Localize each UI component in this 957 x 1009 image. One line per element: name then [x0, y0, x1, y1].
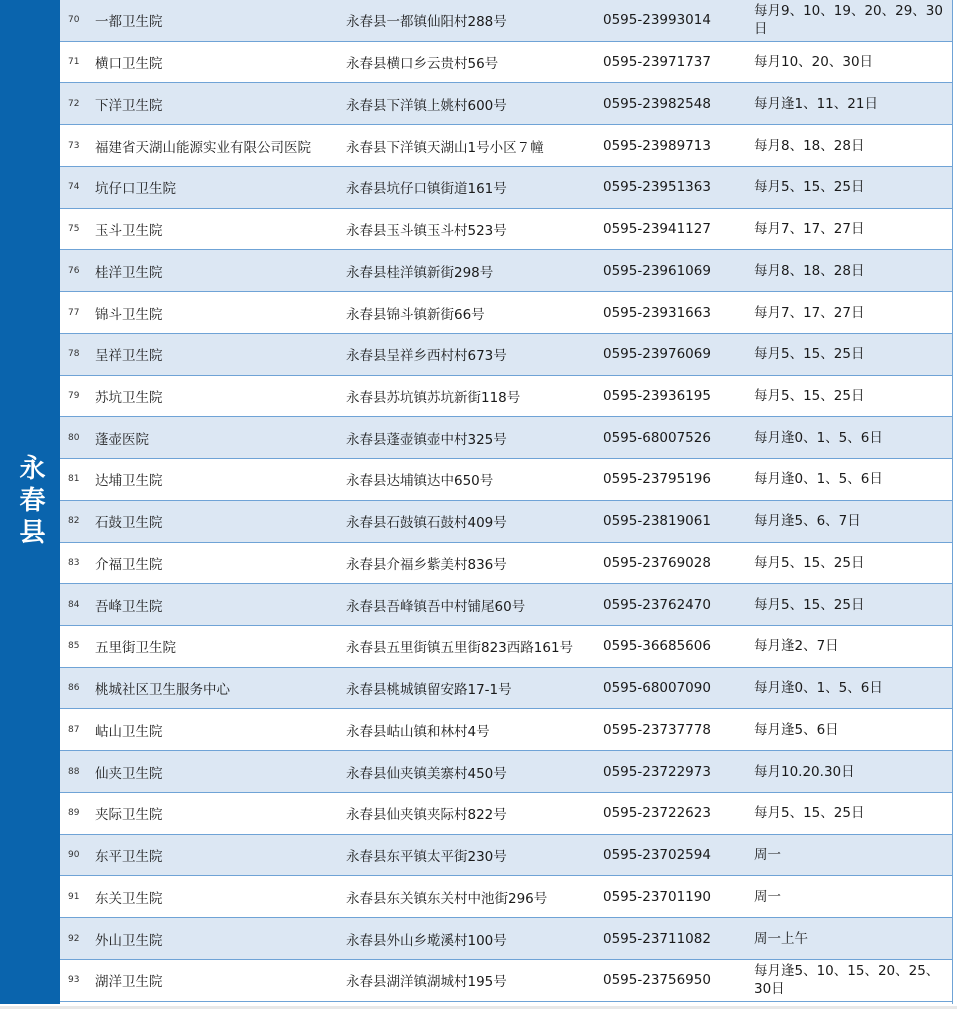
hospital-address: 永春县下洋镇天湖山1号小区７幢	[346, 139, 544, 156]
hospital-address: 永春县五里街镇五里街823西路161号	[346, 640, 574, 657]
hospital-phone: 0595-23711082	[603, 930, 711, 947]
table-row	[60, 250, 952, 292]
hospital-phone: 0595-23819061	[603, 513, 711, 530]
service-days: 每月5、15、25日	[754, 387, 865, 404]
row-number: 86	[68, 683, 80, 694]
hospital-name: 下洋卫生院	[95, 97, 163, 114]
service-days: 每月5、15、25日	[754, 346, 865, 363]
row-number: 90	[68, 850, 80, 861]
service-days: 周一	[754, 888, 781, 905]
table-row	[60, 584, 952, 626]
table-row	[60, 668, 952, 710]
hospital-name: 达埔卫生院	[95, 473, 163, 490]
table-row	[60, 876, 952, 918]
hospital-name: 介福卫生院	[95, 556, 163, 573]
hospital-address: 永春县蓬壶镇壶中村325号	[346, 431, 507, 448]
service-days: 每月10、20、30日	[754, 54, 874, 71]
table-row	[60, 918, 952, 960]
hospital-address: 永春县达埔镇达中650号	[346, 473, 494, 490]
table-row	[60, 167, 952, 209]
row-number: 78	[68, 349, 80, 360]
row-number: 77	[68, 307, 80, 318]
hospital-address: 永春县锦斗镇新街66号	[346, 306, 485, 323]
hospital-address: 永春县介福乡紫美村836号	[346, 556, 507, 573]
service-days: 周一	[754, 847, 781, 864]
hospital-phone: 0595-23762470	[603, 596, 711, 613]
hospital-name: 仙夹卫生院	[95, 765, 163, 782]
table-row	[60, 459, 952, 501]
service-days: 每月5、15、25日	[754, 805, 865, 822]
county-label: 永春县	[15, 454, 45, 550]
service-days: 每月8、18、28日	[754, 137, 865, 154]
hospital-address: 永春县东平镇太平街230号	[346, 849, 507, 866]
hospital-address: 永春县东关镇东关村中池街296号	[346, 890, 548, 907]
service-days: 每月逢0、1、5、6日	[754, 471, 883, 488]
hospital-phone: 0595-23722973	[603, 763, 711, 780]
hospital-name: 夹际卫生院	[95, 807, 163, 824]
service-days: 每月逢0、1、5、6日	[754, 680, 883, 697]
hospital-name: 福建省天湖山能源实业有限公司医院	[95, 139, 311, 156]
service-days: 每月7、17、27日	[754, 221, 865, 238]
hospital-address: 永春县玉斗镇玉斗村523号	[346, 223, 507, 240]
hospital-name: 横口卫生院	[95, 56, 163, 73]
row-number: 71	[68, 57, 80, 68]
row-number: 88	[68, 766, 80, 777]
row-number: 70	[68, 15, 80, 26]
row-number: 79	[68, 390, 80, 401]
hospital-address: 永春县湖洋镇湖城村195号	[346, 974, 507, 991]
table-row	[60, 835, 952, 877]
row-number: 72	[68, 98, 80, 109]
hospital-address: 永春县石鼓镇石鼓村409号	[346, 515, 507, 532]
service-days: 每月5、15、25日	[754, 554, 865, 571]
table-row	[60, 501, 952, 543]
row-number: 87	[68, 724, 80, 735]
hospital-address: 永春县横口乡云贵村56号	[346, 56, 499, 73]
hospital-address: 永春县下洋镇上姚村600号	[346, 97, 507, 114]
hospital-phone: 0595-36685606	[603, 638, 711, 655]
hospital-phone: 0595-23936195	[603, 387, 711, 404]
hospital-phone: 0595-23769028	[603, 554, 711, 571]
hospital-address: 永春县呈祥乡西村村673号	[346, 348, 507, 365]
service-days: 每月逢2、7日	[754, 638, 839, 655]
hospital-address: 永春县苏坑镇苏坑新街118号	[346, 389, 521, 406]
table-row	[60, 125, 952, 167]
service-days: 每月7、17、27日	[754, 304, 865, 321]
hospital-name: 坑仔口卫生院	[95, 181, 176, 198]
service-days: 每月5、15、25日	[754, 179, 865, 196]
hospital-name: 东关卫生院	[95, 890, 163, 907]
table-row	[60, 960, 952, 1002]
table-row	[60, 543, 952, 585]
row-number: 89	[68, 808, 80, 819]
table-row	[60, 417, 952, 459]
hospital-phone: 0595-23941127	[603, 221, 711, 238]
hospital-name: 桃城社区卫生服务中心	[95, 682, 230, 699]
hospital-phone: 0595-68007090	[603, 680, 711, 697]
service-days: 每月逢5、10、15、20、25、30日	[754, 963, 940, 998]
hospital-name: 东平卫生院	[95, 849, 163, 866]
table-row	[60, 626, 952, 668]
hospital-address: 永春县桃城镇留安路17-1号	[346, 682, 512, 699]
hospital-address: 永春县坑仔口镇街道161号	[346, 181, 507, 198]
hospital-phone: 0595-23989713	[603, 137, 711, 154]
row-number: 80	[68, 432, 80, 443]
row-number: 93	[68, 975, 80, 986]
row-number: 82	[68, 516, 80, 527]
hospital-phone: 0595-23737778	[603, 721, 711, 738]
hospital-name: 桂洋卫生院	[95, 264, 163, 281]
hospital-name: 外山卫生院	[95, 932, 163, 949]
hospital-address: 永春县吾峰镇吾中村铺尾60号	[346, 598, 526, 615]
row-number: 85	[68, 641, 80, 652]
hospital-phone: 0595-23795196	[603, 471, 711, 488]
table-row	[60, 376, 952, 418]
table-row	[60, 709, 952, 751]
hospital-name: 吾峰卫生院	[95, 598, 163, 615]
hospital-name: 蓬壶医院	[95, 431, 149, 448]
hospital-address: 永春县桂洋镇新街298号	[346, 264, 494, 281]
hospital-name: 一都卫生院	[95, 14, 163, 31]
table-row	[60, 42, 952, 84]
row-number: 84	[68, 599, 80, 610]
service-days: 每月逢0、1、5、6日	[754, 429, 883, 446]
hospital-phone: 0595-23976069	[603, 346, 711, 363]
table-row	[60, 751, 952, 793]
hospital-address: 永春县仙夹镇夹际村822号	[346, 807, 507, 824]
hospital-phone: 0595-23701190	[603, 888, 711, 905]
hospital-address: 永春县仙夹镇美寨村450号	[346, 765, 507, 782]
table-row	[60, 0, 952, 42]
hospital-phone: 0595-23722623	[603, 805, 711, 822]
hospital-phone: 0595-23993014	[603, 12, 711, 29]
table-row	[60, 292, 952, 334]
county-column	[0, 0, 60, 1004]
row-number: 92	[68, 933, 80, 944]
hospital-name: 玉斗卫生院	[95, 223, 163, 240]
service-days: 每月逢1、11、21日	[754, 95, 878, 112]
service-days: 每月9、10、19、20、29、30日	[754, 3, 943, 38]
hospital-phone: 0595-23971737	[603, 54, 711, 71]
hospital-phone: 0595-23756950	[603, 972, 711, 989]
table-row	[60, 209, 952, 251]
hospital-name: 湖洋卫生院	[95, 974, 163, 991]
hospital-name: 呈祥卫生院	[95, 348, 163, 365]
hospital-name: 苏坑卫生院	[95, 389, 163, 406]
service-days: 每月逢5、6日	[754, 721, 839, 738]
hospital-address: 永春县外山乡墘溪村100号	[346, 932, 507, 949]
service-days: 每月5、15、25日	[754, 596, 865, 613]
row-number: 75	[68, 224, 80, 235]
hospital-name: 石鼓卫生院	[95, 515, 163, 532]
table-row	[60, 83, 952, 125]
hospital-name: 岵山卫生院	[95, 723, 163, 740]
hospital-name: 锦斗卫生院	[95, 306, 163, 323]
row-number: 76	[68, 265, 80, 276]
hospital-name: 五里街卫生院	[95, 640, 176, 657]
row-number: 91	[68, 891, 80, 902]
row-number: 74	[68, 182, 80, 193]
row-number: 73	[68, 140, 80, 151]
hospital-phone: 0595-23931663	[603, 304, 711, 321]
service-days: 每月10.20.30日	[754, 763, 855, 780]
hospital-phone: 0595-23702594	[603, 847, 711, 864]
hospital-phone: 0595-23961069	[603, 262, 711, 279]
table-row	[60, 334, 952, 376]
service-days: 周一上午	[754, 930, 808, 947]
hospital-phone: 0595-68007526	[603, 429, 711, 446]
service-days: 每月逢5、6、7日	[754, 513, 861, 530]
table-body	[60, 0, 953, 1004]
row-number: 81	[68, 474, 80, 485]
hospital-phone: 0595-23951363	[603, 179, 711, 196]
hospital-address: 永春县岵山镇和林村4号	[346, 723, 490, 740]
service-days: 每月8、18、28日	[754, 262, 865, 279]
hospital-phone: 0595-23982548	[603, 95, 711, 112]
hospital-address: 永春县一都镇仙阳村288号	[346, 14, 507, 31]
row-number: 83	[68, 557, 80, 568]
table-row	[60, 793, 952, 835]
